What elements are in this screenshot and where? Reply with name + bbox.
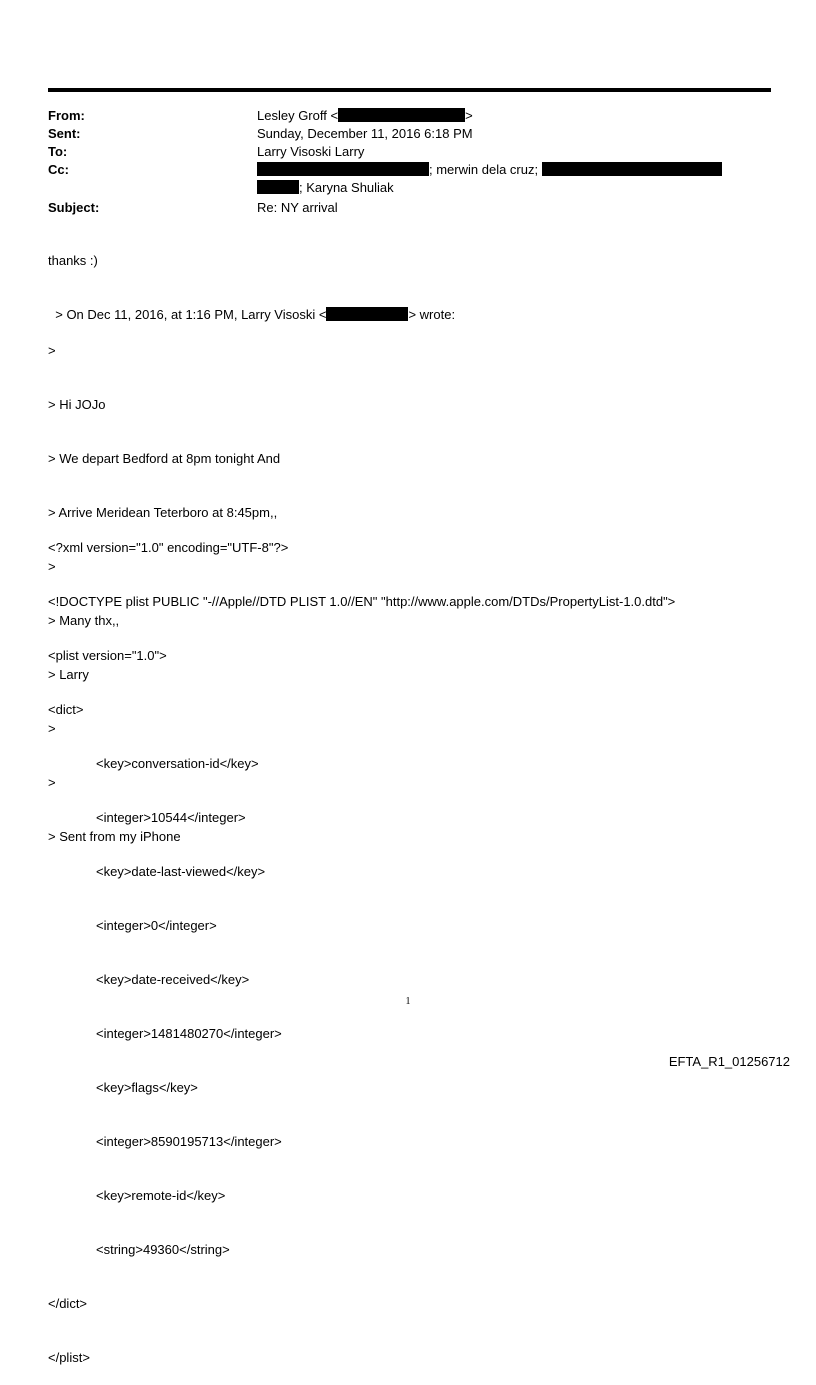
reply-text: thanks :) — [48, 253, 98, 268]
plist-line: <integer>1481480270</integer> — [96, 1026, 282, 1041]
plist-line: <!DOCTYPE plist PUBLIC "-//Apple//DTD PLIST 1.0//EN" "http://www.apple.com/DTDs/PropertyList-1.0.dtd"> — [48, 594, 676, 609]
from-label: From: — [48, 108, 85, 123]
quoted-line: > Many thx,, — [48, 613, 120, 628]
cc-part1: ; merwin dela cruz; — [429, 162, 539, 177]
quote-intro-prefix: > On Dec 11, 2016, at 1:16 PM, Larry Visoski < — [55, 307, 327, 322]
cc-label: Cc: — [48, 162, 69, 177]
to-label: To: — [48, 144, 68, 159]
subject-label: Subject: — [48, 200, 100, 215]
from-name: Lesley Groff < — [257, 108, 339, 123]
plist-line: </dict> — [48, 1296, 88, 1311]
email-header — [48, 107, 771, 219]
plist-line: <key>remote-id</key> — [96, 1188, 226, 1203]
header-rule — [48, 88, 771, 92]
from-suffix: > — [465, 108, 473, 123]
page-number: 1 — [405, 996, 411, 1007]
plist-line: <?xml version="1.0" encoding="UTF-8"?> — [48, 540, 289, 555]
redaction-box — [326, 307, 408, 321]
quoted-line: > — [48, 559, 56, 574]
quoted-line: > — [48, 721, 56, 736]
cc-value-line2 — [257, 179, 394, 197]
plist-line: <key>flags</key> — [96, 1080, 198, 1095]
plist-block — [48, 503, 675, 1385]
quote-intro-suffix: > wrote: — [408, 307, 456, 322]
to-value: Larry Visoski Larry — [257, 144, 365, 159]
quoted-line: > — [48, 775, 56, 790]
plist-line: <key>date-last-viewed</key> — [96, 864, 266, 879]
sent-label: Sent: — [48, 126, 81, 141]
quoted-line: > Sent from my iPhone — [48, 829, 181, 844]
from-value — [257, 107, 473, 125]
quoted-line: > — [48, 343, 56, 358]
subject-value: Re: NY arrival — [257, 200, 338, 215]
bates-number: EFTA_R1_01256712 — [668, 1054, 790, 1069]
plist-line: <dict> — [48, 702, 84, 717]
redaction-box — [257, 180, 299, 194]
plist-line: <string>49360</string> — [96, 1242, 230, 1257]
plist-line: <integer>10544</integer> — [96, 810, 246, 825]
redaction-box — [338, 108, 465, 122]
plist-line: <integer>0</integer> — [96, 918, 217, 933]
plist-line: <plist version="1.0"> — [48, 648, 167, 663]
plist-line: </plist> — [48, 1350, 90, 1365]
cc-value-line1 — [257, 161, 722, 179]
quoted-line: > Hi JOJo — [48, 397, 106, 412]
quoted-line: > Arrive Meridean Teterboro at 8:45pm,, — [48, 505, 278, 520]
sent-value: Sunday, December 11, 2016 6:18 PM — [257, 126, 473, 141]
quoted-line: > Larry — [48, 667, 89, 682]
redaction-box — [257, 162, 429, 176]
plist-line: <integer>8590195713</integer> — [96, 1134, 282, 1149]
cc-part2: ; Karyna Shuliak — [299, 180, 394, 195]
plist-line: <key>conversation-id</key> — [96, 756, 259, 771]
plist-line: <key>date-received</key> — [96, 972, 250, 987]
redaction-box — [542, 162, 722, 176]
quoted-line: > We depart Bedford at 8pm tonight And — [48, 451, 281, 466]
